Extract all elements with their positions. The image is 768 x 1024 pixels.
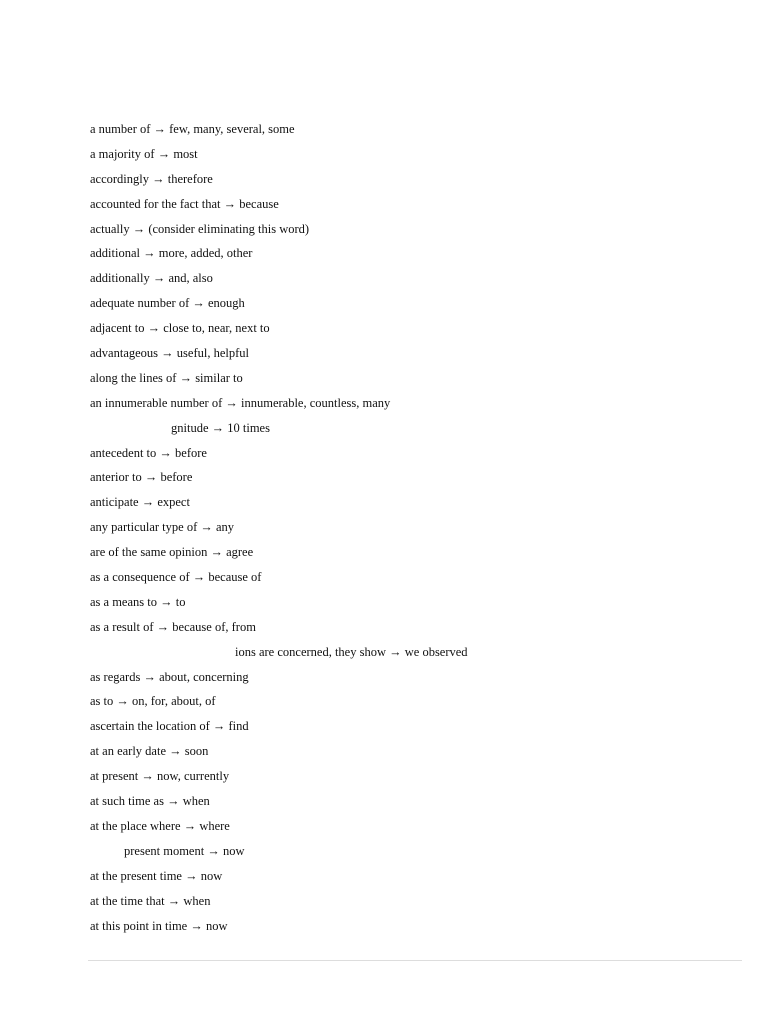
list-item: at the time that → when (90, 893, 211, 908)
list-item: advantageous → useful, helpful (90, 346, 249, 361)
list-item: at an early date → soon (90, 744, 209, 759)
list-item: anticipate → expect (90, 495, 190, 510)
list-item: adjacent to → close to, near, next to (90, 321, 270, 336)
list-item: at this point in time → now (90, 918, 228, 933)
list-item: antecedent to → before (90, 445, 207, 460)
list-item-truncated: ions are concerned, they show → we observed (235, 644, 468, 659)
list-item: at the place where → where (90, 818, 230, 833)
list-item-truncated: present moment → now (124, 843, 245, 858)
list-item: an innumerable number of → innumerable, countless, many (90, 395, 391, 410)
list-item: along the lines of → similar to (90, 370, 243, 385)
list-item: actually → (consider eliminating this word) (90, 221, 310, 236)
list-item: accordingly → therefore (90, 171, 213, 186)
list-item: any particular type of → any (90, 520, 235, 535)
list-item: anterior to → before (90, 470, 193, 485)
list-item: as to → on, for, about, of (90, 694, 216, 709)
list-item: are of the same opinion → agree (90, 545, 254, 560)
list-item: accounted for the fact that → because (90, 196, 279, 211)
list-item: adequate number of → enough (90, 296, 245, 311)
list-item: additionally → and, also (90, 271, 213, 286)
list-item: at present → now, currently (90, 769, 230, 784)
list-item: additional → more, added, other (90, 246, 253, 261)
list-item: ascertain the location of → find (90, 719, 249, 734)
list-item: as a result of → because of, from (90, 619, 256, 634)
list-item: a majority of → most (90, 146, 198, 161)
list-item: as regards → about, concerning (90, 669, 249, 684)
list-item: as a means to → to (90, 594, 186, 609)
list-item-truncated: gnitude → 10 times (171, 420, 270, 435)
footer-divider (88, 960, 742, 961)
list-item: at the present time → now (90, 868, 223, 883)
wordiness-phrase-list (90, 117, 730, 938)
list-item: at such time as → when (90, 794, 210, 809)
list-item: as a consequence of → because of (90, 570, 262, 585)
list-item: a number of → few, many, several, some (90, 122, 295, 136)
